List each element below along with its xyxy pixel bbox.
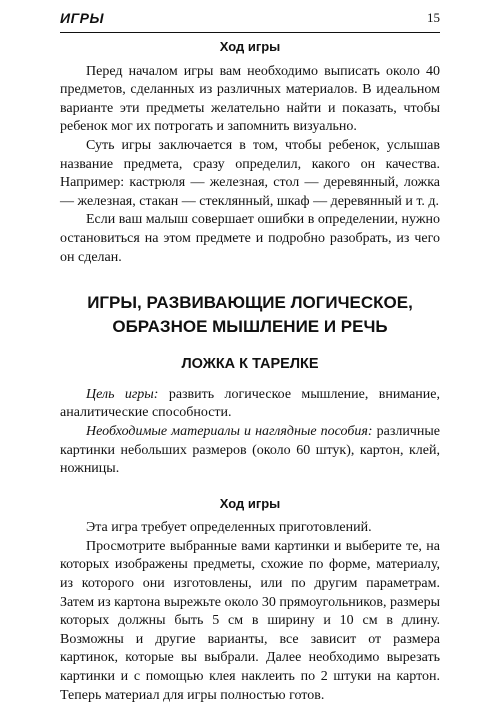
subhead-game-procedure-2: Ход игры (219, 495, 281, 511)
page-body (60, 38, 440, 705)
game-goal (60, 386, 440, 423)
paragraph: Суть игры заключается в том, чтобы ребенок, услышав название предмета, сразу определил, какого он качества. Например: кастрюля — железная, стол — деревянный, ложка — железная, стакан — стеклянный, шкаф — деревянный и т. д. (60, 137, 440, 209)
paragraph: Просмотрите выбранные вами картинки и выберите те, на которых изображены предметы, схожие по форме, материалу, из которого они изготовлены, или по другим параметрам. Затем из картона вырежьте около 30 прямоугольников, размеры которых должны быть 5 см в ширину и 10 см в длину. Возможны и другие варианты, все зависит от размера картинок, которые вы выбрали. Далее необходимо вырезать картинки и с помощью клея наклеить по 2 штуки на картон. Теперь материал для игры полностью готов. (60, 538, 440, 703)
paragraph: Эта игра требует определенных приготовлений. (86, 520, 372, 536)
chapter-title (60, 291, 440, 339)
goal-text: развить логическое мышление, внимание, аналитические способности. (60, 386, 441, 421)
running-title: ИГРЫ (60, 10, 104, 26)
materials-text: различные картинки небольших размеров (около 60 штук), картон, клей, ножницы. (60, 423, 441, 477)
materials-label: Необходимые материалы и наглядные пособия: (86, 423, 373, 439)
header-rule (60, 32, 440, 33)
page-number: 15 (427, 10, 440, 25)
game-title: ЛОЖКА К ТАРЕЛКЕ (181, 356, 319, 373)
chapter-title-line-2: ОБРАЗНОЕ МЫШЛЕНИЕ И РЕЧЬ (112, 317, 388, 337)
paragraph: Если ваш малыш совершает ошибки в определении, нужно остановиться на этом предмете и подробно разобрать, из чего он сделан. (60, 212, 440, 265)
paragraph: Перед началом игры вам необходимо выписать около 40 предметов, сделанных из различных материалов. В идеальном варианте эти предметы желательно найти и показать, чтобы ребенок мог их потрогать и запомнить визуально. (60, 63, 440, 135)
running-head (60, 6, 440, 34)
goal-label: Цель игры: (86, 386, 159, 402)
chapter-title-line-1: ИГРЫ, РАЗВИВАЮЩИЕ ЛОГИЧЕСКОЕ, (87, 293, 413, 313)
game-materials (60, 423, 440, 479)
subhead-game-procedure: Ход игры (219, 39, 281, 54)
